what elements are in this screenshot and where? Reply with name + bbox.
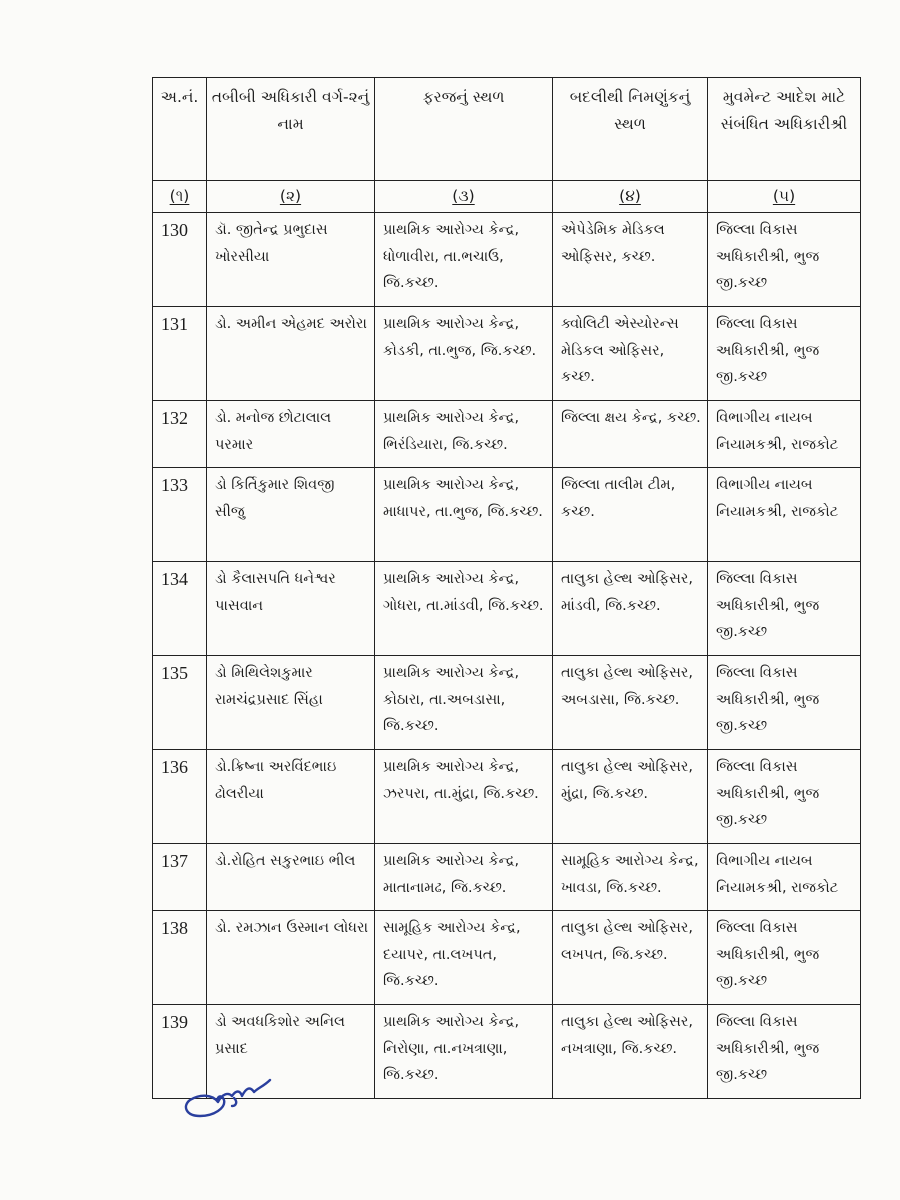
column-number: (૫) (708, 181, 861, 213)
column-number: (૧) (153, 181, 207, 213)
officer-name: ડો કિર્તિકુમાર શિવજી સીજુ (207, 468, 375, 562)
table-row (153, 656, 861, 750)
duty-place: પ્રાથમિક આરોગ્ય કેન્દ્ર, કોઠારા, તા.અબડાસા, જિ.કચ્છ. (375, 656, 553, 750)
movement-officer: વિભાગીય નાયબ નિયામકશ્રી, રાજકોટ (708, 468, 861, 562)
officer-name: ડો કૈલાસપતિ ધનેશ્વર પાસવાન (207, 562, 375, 656)
serial-number: 134 (153, 562, 207, 656)
duty-place: પ્રાથમિક આરોગ્ય કેન્દ્ર, ગોધરા, તા.માંડવી, જિ.કચ્છ. (375, 562, 553, 656)
table-row (153, 562, 861, 656)
movement-officer: જિલ્લા વિકાસ અધિકારીશ્રી, ભુજ જી.કચ્છ (708, 307, 861, 401)
transfer-place: જિલ્લા તાલીમ ટીમ, કચ્છ. (553, 468, 708, 562)
column-number: (૪) (553, 181, 708, 213)
duty-place: પ્રાથમિક આરોગ્ય કેન્દ્ર, કોડકી, તા.ભુજ, જિ.કચ્છ. (375, 307, 553, 401)
serial-number: 135 (153, 656, 207, 750)
movement-officer: વિભાગીય નાયબ નિયામકશ્રી, રાજકોટ (708, 401, 861, 468)
officer-name: ડો.રોહિત સકુરભાઇ ભીલ (207, 844, 375, 911)
transfer-place: જિલ્લા ક્ષય કેન્દ્ર, કચ્છ. (553, 401, 708, 468)
serial-number: 133 (153, 468, 207, 562)
table-row (153, 213, 861, 307)
signature-stroke (186, 1080, 270, 1116)
movement-officer: જિલ્લા વિકાસ અધિકારીશ્રી, ભુજ જી.કચ્છ (708, 750, 861, 844)
officer-name: ડો. અમીન એહમદ અરોરા (207, 307, 375, 401)
duty-place: પ્રાથમિક આરોગ્ય કેન્દ્ર, ભિરંડિયારા, જિ.કચ્છ. (375, 401, 553, 468)
table-row (153, 468, 861, 562)
duty-place: પ્રાથમિક આરોગ્ય કેન્દ્ર, ધોળાવીરા, તા.ભચાઉ, જિ.કચ્છ. (375, 213, 553, 307)
officer-name: ડો. મનોજ છોટાલાલ પરમાર (207, 401, 375, 468)
officer-name: ડો. રમઝાન ઉસ્માન લોધરા (207, 911, 375, 1005)
header-duty-place: ફરજનું સ્થળ (375, 78, 553, 181)
transfer-place: તાલુકા હેલ્થ ઓફિસર, અબડાસા, જિ.કચ્છ. (553, 656, 708, 750)
serial-number: 136 (153, 750, 207, 844)
duty-place: સામૂહિક આરોગ્ય કેન્દ્ર, દયાપર, તા.લખપત, જિ.કચ્છ. (375, 911, 553, 1005)
transfer-place: ક્વોલિટી એસ્યોરન્સ મેડિકલ ઓફિસર, કચ્છ. (553, 307, 708, 401)
movement-officer: વિભાગીય નાયબ નિયામકશ્રી, રાજકોટ (708, 844, 861, 911)
table-row (153, 401, 861, 468)
officer-name: ડૉ. જીતેન્દ્ર પ્રભુદાસ ખોરસીયા (207, 213, 375, 307)
serial-number: 137 (153, 844, 207, 911)
officer-name: ડો અવધકિશોર અનિલ પ્રસાદ (207, 1005, 375, 1099)
column-number: (૨) (207, 181, 375, 213)
transfer-place: તાલુકા હેલ્થ ઓફિસર, લખપત, જિ.કચ્છ. (553, 911, 708, 1005)
serial-number: 130 (153, 213, 207, 307)
officer-name: ડો.ક્રિષ્ના અરવિંદભાઇ ઢોલરીયા (207, 750, 375, 844)
column-number: (૩) (375, 181, 553, 213)
table-row (153, 750, 861, 844)
officer-name: ડો મિથિલેશકુમાર રામચંદ્રપ્રસાદ સિંહા (207, 656, 375, 750)
duty-place: પ્રાથમિક આરોગ્ય કેન્દ્ર, માતાનામઢ, જિ.કચ્છ. (375, 844, 553, 911)
column-number-row (153, 181, 861, 213)
transfer-place: સામૂહિક આરોગ્ય કેન્દ્ર, ખાવડા, જિ.કચ્છ. (553, 844, 708, 911)
movement-officer: જિલ્લા વિકાસ અધિકારીશ્રી, ભુજ જી.કચ્છ (708, 911, 861, 1005)
transfer-place: તાલુકા હેલ્થ ઓફિસર, મુંદ્રા, જિ.કચ્છ. (553, 750, 708, 844)
serial-number: 132 (153, 401, 207, 468)
serial-number: 131 (153, 307, 207, 401)
movement-officer: જિલ્લા વિકાસ અધિકારીશ્રી, ભુજ જી.કચ્છ (708, 562, 861, 656)
table-row (153, 307, 861, 401)
table-row (153, 844, 861, 911)
header-transfer-place: બદલીથી નિમણુંકનું સ્થળ (553, 78, 708, 181)
transfer-table (152, 77, 861, 1099)
table-header-row (153, 78, 861, 181)
movement-officer: જિલ્લા વિકાસ અધિકારીશ્રી, ભુજ જી.કચ્છ (708, 213, 861, 307)
duty-place: પ્રાથમિક આરોગ્ય કેન્દ્ર, ઝરપરા, તા.મુંદ્રા, જિ.કચ્છ. (375, 750, 553, 844)
transfer-place: તાલુકા હેલ્થ ઓફિસર, નખત્રાણા, જિ.કચ્છ. (553, 1005, 708, 1099)
header-officer-name: તબીબી અધિકારી વર્ગ-૨નું નામ (207, 78, 375, 181)
header-movement-officer: મુવમેન્ટ આદેશ માટે સંબંધિત અધિકારીશ્રી (708, 78, 861, 181)
duty-place: પ્રાથમિક આરોગ્ય કેન્દ્ર, નિરોણા, તા.નખત્રાણા, જિ.કચ્છ. (375, 1005, 553, 1099)
serial-number: 139 (153, 1005, 207, 1099)
transfer-place: તાલુકા હેલ્થ ઓફિસર, માંડવી, જિ.કચ્છ. (553, 562, 708, 656)
header-serial-number: અ.નં. (153, 78, 207, 181)
duty-place: પ્રાથમિક આરોગ્ય કેન્દ્ર, માધાપર, તા.ભુજ, જિ.કચ્છ. (375, 468, 553, 562)
serial-number: 138 (153, 911, 207, 1005)
movement-officer: જિલ્લા વિકાસ અધિકારીશ્રી, ભુજ જી.કચ્છ (708, 656, 861, 750)
transfer-place: એપેડેમિક મેડિકલ ઓફિસર, કચ્છ. (553, 213, 708, 307)
signature-mark (178, 1072, 288, 1122)
movement-officer: જિલ્લા વિકાસ અધિકારીશ્રી, ભુજ જી.કચ્છ (708, 1005, 861, 1099)
table-row (153, 911, 861, 1005)
